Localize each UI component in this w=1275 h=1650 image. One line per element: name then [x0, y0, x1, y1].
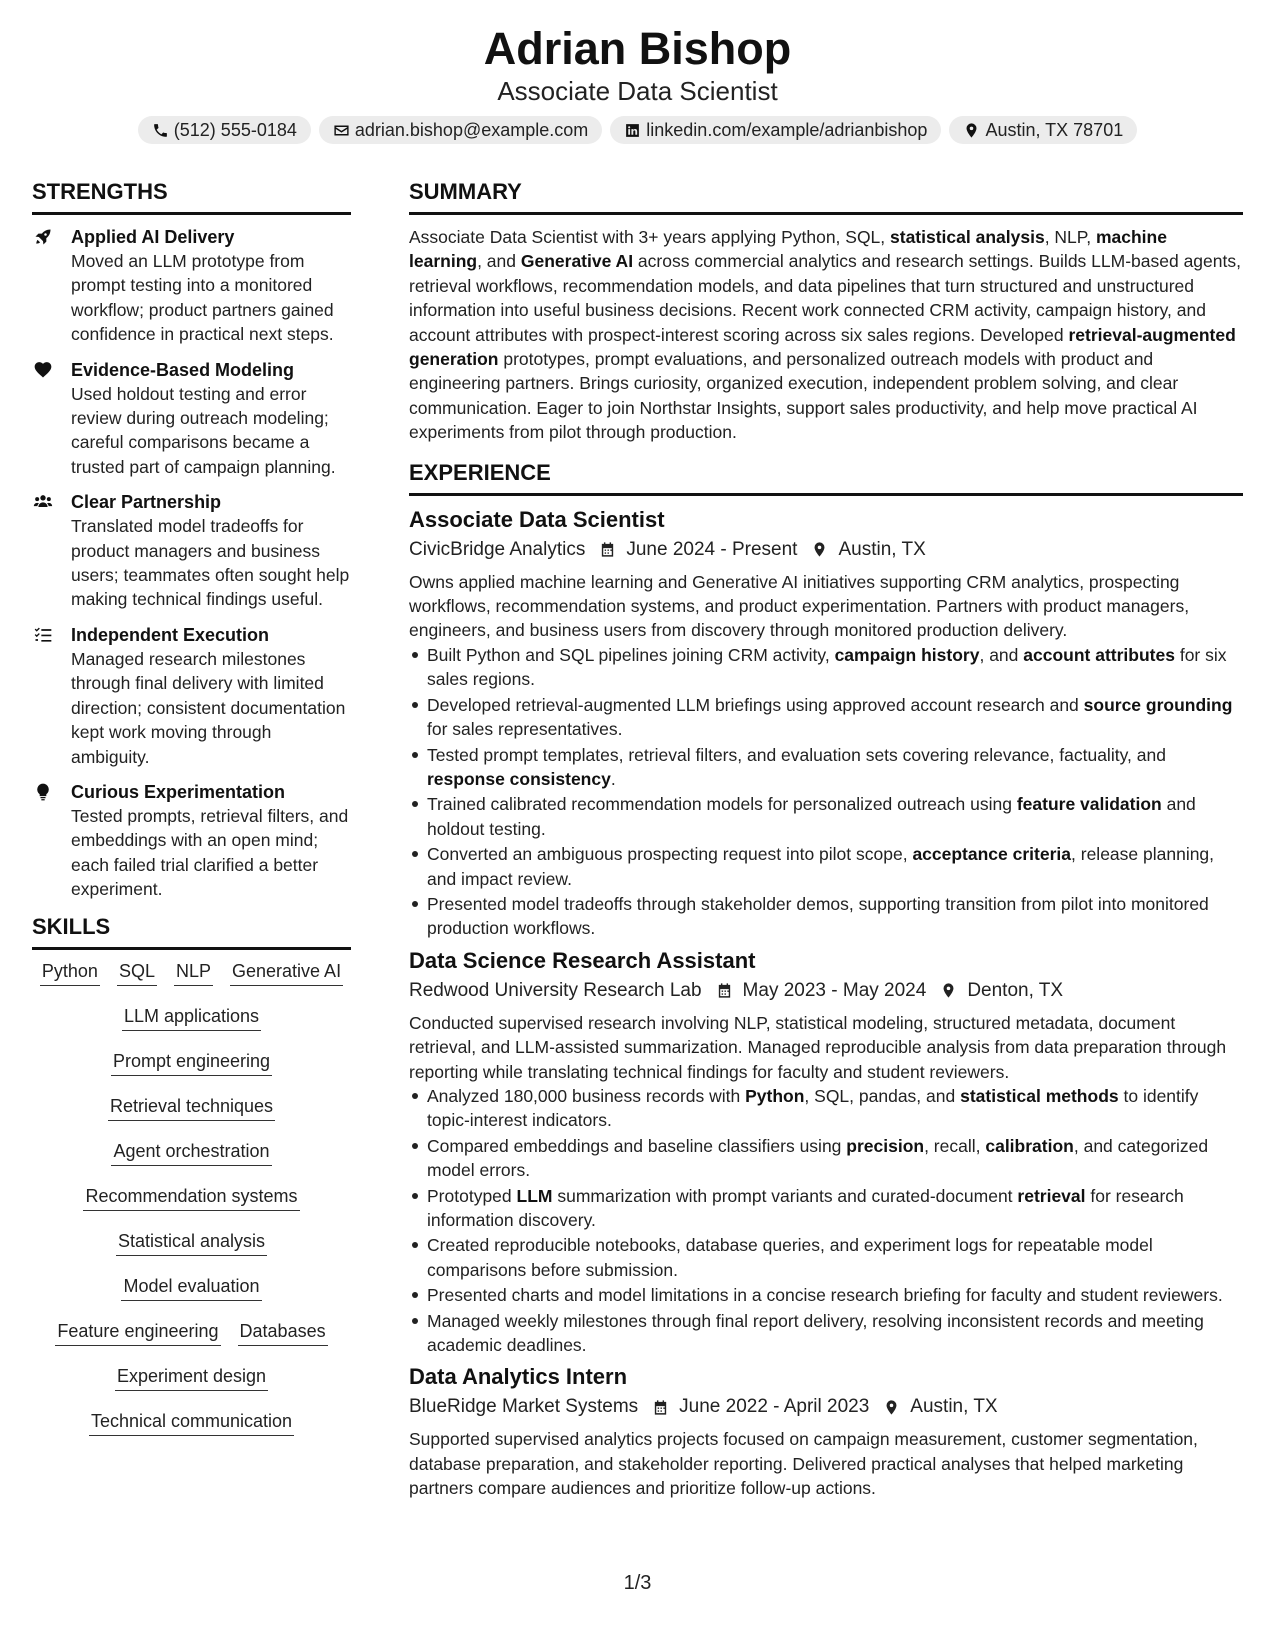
resume-header [0, 0, 1275, 144]
skill-row [32, 1365, 351, 1410]
job-bullet [427, 643, 1243, 692]
strength-desc: Used holdout testing and error review during outreach modeling; careful comparisons became a trusted part of campaign planning. [71, 383, 336, 477]
job-meta [409, 536, 1243, 564]
text-run: for six sales regions. [427, 644, 1227, 690]
job-meta [409, 977, 1243, 1005]
text-run: Presented model tradeoffs through stakeholder demos, supporting transition from pilot into monitored production workflows. [427, 893, 1209, 939]
lightbulb-icon [32, 782, 54, 802]
contact-linkedin-text: linkedin.com/example/adrianbishop [646, 119, 928, 140]
emphasis-text: retrieval-augmented generation [409, 324, 1236, 370]
text-run: Trained calibrated recommendation models for personalized outreach using [427, 794, 1017, 815]
job-location: Denton, TX [967, 979, 1064, 1001]
summary-heading: SUMMARY [409, 178, 1243, 215]
skill-tag: Prompt engineering [111, 1050, 272, 1076]
skill-tag: Model evaluation [121, 1275, 261, 1301]
job-description: Owns applied machine learning and Generative AI initiatives supporting CRM analytics, prospecting workflows, recommendation systems, and product experimentation. Partners with product managers, engineers, and business users from discovery through monitored production delivery. [409, 571, 1190, 641]
text-run: for sales representatives. [427, 719, 623, 740]
job-bullet [427, 1233, 1243, 1282]
emphasis-text: statistical methods [960, 1085, 1119, 1106]
job-company: CivicBridge Analytics [409, 538, 586, 560]
skill-row [32, 1320, 351, 1365]
text-run: Tested prompt templates, retrieval filters, and evaluation sets covering relevance, factuality, and [427, 744, 1166, 765]
strength-desc: Translated model tradeoffs for product managers and business users; teammates often sought help making technical findings useful. [71, 516, 350, 610]
skill-row [32, 1230, 351, 1275]
job-description: Supported supervised analytics projects focused on campaign measurement, customer segmentation, database preparation, and stakeholder reporting. Delivered practical analyses that helped marketing partners compare audiences and prioritize follow-up actions. [409, 1429, 1198, 1499]
linkedin-icon [624, 122, 641, 139]
job-title: Data Analytics Intern [409, 1364, 628, 1390]
text-run: Compared embeddings and baseline classifiers using [427, 1135, 847, 1156]
text-run: . [610, 768, 616, 789]
page-number: 1/3 [623, 1572, 652, 1594]
text-run: Presented charts and model limitations in a concise research briefing for faculty and student reviewers. [427, 1285, 1223, 1306]
map-pin-icon [963, 122, 980, 139]
job-location: Austin, TX [838, 538, 926, 560]
emphasis-text: response consistency [427, 768, 611, 789]
skill-tag: Generative AI [230, 960, 343, 986]
strength-item [32, 623, 351, 769]
skill-row [32, 1050, 351, 1095]
summary-text [409, 225, 1243, 445]
text-run: Created reproducible notebooks, database queries, and experiment logs for repeatable model comparisons before submission. [427, 1235, 1153, 1280]
skill-tag: SQL [117, 960, 157, 986]
calendar-icon [652, 1399, 669, 1416]
skill-tag: NLP [174, 960, 213, 986]
strength-title: Evidence-Based Modeling [71, 359, 295, 380]
skill-tag: Feature engineering [55, 1320, 220, 1346]
text-run: , and [979, 644, 1024, 665]
contact-email[interactable] [319, 116, 602, 144]
job-entry [409, 1363, 1243, 1500]
text-run: for research information discovery. [427, 1185, 1184, 1230]
strength-title: Applied AI Delivery [71, 227, 235, 247]
strength-title: Independent Execution [71, 624, 270, 645]
job-title: Data Science Research Assistant [409, 947, 756, 973]
strength-desc: Moved an LLM prototype from prompt testing into a monitored workflow; product partners gained confidence in practical next steps. [71, 251, 334, 345]
contact-bar [0, 116, 1275, 144]
job-company: Redwood University Research Lab [409, 979, 702, 1001]
skill-row [32, 1095, 351, 1140]
map-pin-icon [883, 1399, 900, 1416]
job-bullet [427, 892, 1243, 941]
skill-tag: Experiment design [115, 1365, 268, 1391]
skill-tag: Python [40, 960, 100, 986]
rocket-icon [32, 227, 54, 247]
emphasis-text: Generative AI [520, 251, 634, 272]
strength-item [32, 225, 351, 347]
emphasis-text: machine learning [409, 227, 1167, 272]
skill-tag: Agent orchestration [111, 1140, 271, 1166]
strength-desc: Managed research milestones through final delivery with limited direction; consistent documentation kept work moving through ambiguity. [71, 648, 346, 767]
strength-item [32, 358, 351, 480]
contact-phone-text: (512) 555-0184 [173, 119, 297, 140]
skill-row [32, 1140, 351, 1185]
emphasis-text: LLM [516, 1185, 553, 1206]
job-bullet [427, 1084, 1243, 1133]
skill-row [32, 1005, 351, 1050]
strengths-heading: STRENGTHS [32, 178, 351, 215]
text-run: and holdout testing. [427, 794, 1196, 839]
text-run: , recall, [924, 1135, 986, 1156]
contact-location [949, 116, 1137, 144]
text-run: , and categorized model errors. [427, 1135, 1209, 1181]
users-icon [32, 492, 54, 512]
text-run: Built Python and SQL pipelines joining CRM activity, [427, 644, 835, 665]
text-run: across commercial analytics and research settings. Builds LLM-based agents, retrieval workflows, recommendation models, and data pipelines that turn structured and unstructured information into useful business decisions. Recent work connected CRM activity, campaign history, and account attributes with prospect-interest scoring across six sales regions. Developed [409, 251, 1241, 345]
job-dates: June 2022 - April 2023 [679, 1396, 870, 1418]
text-run: Converted an ambiguous prospecting request into pilot scope, [427, 844, 913, 865]
skills-heading: SKILLS [32, 913, 351, 950]
experience-heading: EXPERIENCE [409, 459, 1243, 496]
contact-phone[interactable] [138, 116, 311, 144]
job-dates: May 2023 - May 2024 [742, 979, 927, 1001]
text-run: to identify topic-interest indicators. [427, 1085, 1199, 1131]
strength-title: Clear Partnership [71, 492, 222, 513]
job-entry [409, 947, 1243, 1358]
skill-row [32, 1275, 351, 1320]
emphasis-text: calibration [985, 1135, 1074, 1156]
calendar-icon [599, 541, 616, 558]
skill-tag: LLM applications [122, 1005, 261, 1031]
map-pin-icon [811, 541, 828, 558]
skill-tag: Technical communication [89, 1410, 294, 1436]
calendar-icon [716, 982, 733, 999]
text-run: , and [477, 251, 521, 272]
contact-linkedin[interactable] [610, 116, 941, 144]
checklist-icon [32, 625, 54, 645]
skills-list [32, 960, 351, 1455]
emphasis-text: feature validation [1016, 794, 1162, 815]
experience-list [409, 506, 1243, 1501]
text-run: Analyzed 180,000 business records with [427, 1085, 746, 1106]
job-dates: June 2024 - Present [626, 538, 798, 560]
job-bullet [427, 792, 1243, 841]
contact-email-text: adrian.bishop@example.com [354, 119, 589, 140]
text-run: Managed weekly milestones through final report delivery, resolving inconsistent records and meeting academic deadlines. [427, 1310, 1204, 1356]
skill-tag: Databases [238, 1320, 328, 1346]
job-location: Austin, TX [910, 1396, 998, 1418]
text-run: summarization with prompt variants and curated-document [552, 1185, 1018, 1206]
left-column [32, 178, 351, 1455]
emphasis-text: source grounding [1083, 694, 1233, 715]
job-bullet [427, 1283, 1243, 1307]
text-run: prototypes, prompt evaluations, and personalized outreach models with product and engineering partners. Brings curiosity, organized execution, independent problem solving, and clear communication. Eager to join Northstar Insights, support sales productivity, and help move practical AI experiments from pilot through production. [409, 349, 1198, 443]
candidate-title: Associate Data Scientist [497, 76, 778, 106]
job-title: Associate Data Scientist [409, 506, 665, 532]
job-bullets [409, 643, 1243, 941]
contact-location-text: Austin, TX 78701 [985, 119, 1124, 140]
job-meta [409, 1393, 1243, 1421]
text-run: Prototyped [427, 1185, 517, 1206]
job-bullet [427, 842, 1243, 891]
skill-tag: Recommendation systems [83, 1185, 299, 1211]
emphasis-text: account attributes [1023, 644, 1175, 665]
job-bullet [427, 1134, 1243, 1183]
heart-icon [32, 360, 54, 380]
job-bullets [409, 1084, 1243, 1357]
text-run: , SQL, pandas, and [804, 1085, 961, 1106]
phone-icon [152, 122, 169, 139]
emphasis-text: acceptance criteria [912, 844, 1072, 865]
text-run: , NLP, [1044, 227, 1096, 247]
skill-row [32, 1410, 351, 1455]
text-run: Developed retrieval-augmented LLM briefings using approved account research and [427, 694, 1084, 715]
candidate-name: Adrian Bishop [483, 23, 792, 74]
emphasis-text: precision [846, 1135, 925, 1156]
emphasis-text: campaign history [834, 644, 980, 665]
right-column [409, 178, 1243, 1501]
job-description: Conducted supervised research involving NLP, statistical modeling, structured metadata, document retrieval, and LLM-assisted summarization. Managed reproducible analysis from data preparation through reporting while translating technical findings for faculty and student reviewers. [409, 1012, 1227, 1082]
emphasis-text: statistical analysis [890, 227, 1045, 247]
job-bullet [427, 693, 1243, 742]
strength-desc: Tested prompts, retrieval filters, and embeddings with an open mind; each failed trial clarified a better experiment. [71, 805, 349, 900]
job-company: BlueRidge Market Systems [409, 1396, 639, 1418]
envelope-icon [333, 122, 350, 139]
text-run: , release planning, and impact review. [427, 844, 1215, 889]
job-bullet [427, 1309, 1243, 1358]
emphasis-text: retrieval [1017, 1185, 1086, 1206]
skill-row [32, 1185, 351, 1230]
strength-title: Curious Experimentation [71, 781, 286, 802]
job-bullet [427, 743, 1243, 792]
strength-item [32, 490, 351, 612]
skill-tag: Retrieval techniques [108, 1095, 275, 1121]
map-pin-icon [940, 982, 957, 999]
strength-item [32, 780, 351, 902]
skill-tag: Statistical analysis [116, 1230, 267, 1256]
job-bullet [427, 1184, 1243, 1233]
job-entry [409, 506, 1243, 941]
skill-row [32, 960, 351, 1005]
emphasis-text: Python [745, 1085, 805, 1106]
text-run: Associate Data Scientist with 3+ years applying Python, SQL, [409, 227, 891, 247]
